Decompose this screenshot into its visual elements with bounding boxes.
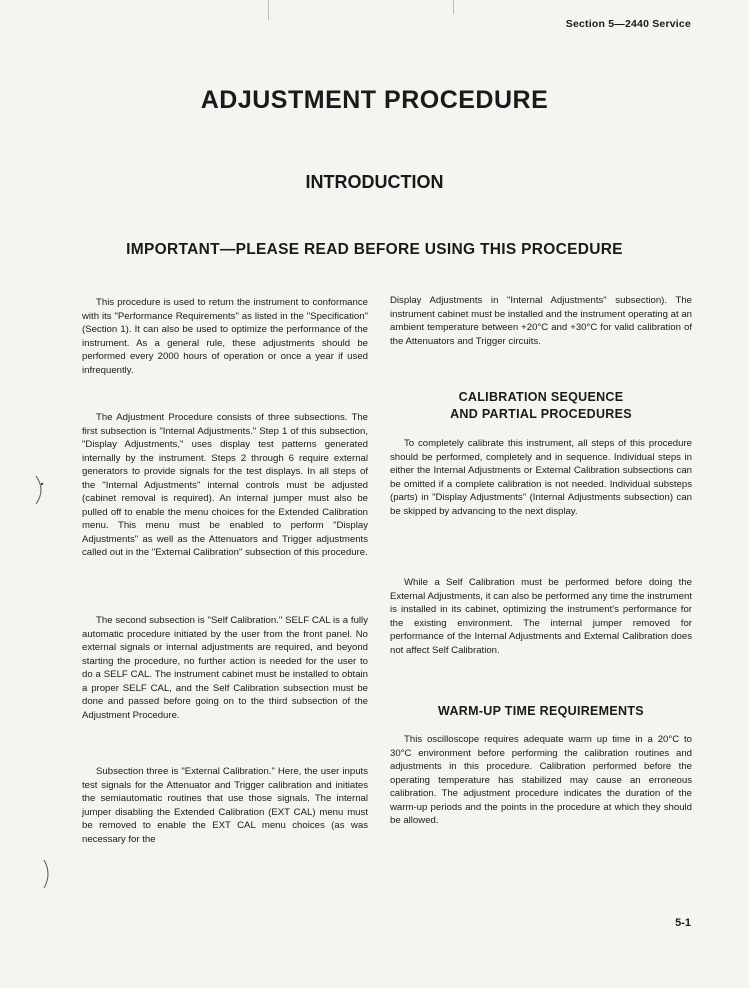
right-continuation-paragraph: Display Adjustments in "Internal Adjustments" subsection). The instrument cabinet must be installed and the instrument operating at an ambient temperature between +20°C and +30°C for valid calibration of the Attenuators and Trigger circuits. — [390, 295, 692, 347]
right-continuation-block — [390, 294, 692, 348]
left-paragraph-1: This procedure is used to return the instrument to conformance with its "Performance Requirements" as listed in the "Specification" (Section 1). It can also be used to optimize the performance of the instrument. As a general rule, these adjustments should be performed every 2000 hours of operation or once a year if used infrequently. — [82, 297, 368, 376]
left-paragraph-4-block — [82, 765, 368, 846]
warmup-heading: WARM-UP TIME REQUIREMENTS — [438, 704, 644, 718]
calibration-heading-line-2: AND PARTIAL PROCEDURES — [450, 407, 632, 421]
calibration-heading-line-1: CALIBRATION SEQUENCE — [458, 390, 624, 404]
left-paragraph-2: The Adjustment Procedure consists of three subsections. The first subsection is "Internal Adjustments." Step 1 of this subsection, "Display Adjustments," uses display test patterns generated internally by the instrument. Steps 2 through 6 require external generators to provide signals for the test displays. In all steps of the "Internal Adjustments" internal controls must be adjusted (cabinet removal is required). An internal jumper must also be pulled off to enable the menu choices for the Extended Calibration menu. This menu must be enabled to perform "Display Adjustments" as well as the Attenuators and Trigger adjustments called out in the "External Calibration" subsection of this procedure. — [82, 412, 368, 558]
calibration-paragraph-1: To completely calibrate this instrument, all steps of this procedure should be performed, completely and in sequence. Individual steps in either the Internal Adjustments or External Calibration subsections can be omitted if a complete calibration is not needed. Individual substeps (parts) in "Display Adjustments" (Internal Adjustments subsection) can be skipped by advancing to the next display. — [390, 438, 692, 517]
calibration-paragraph-2: While a Self Calibration must be performed before doing the External Adjustments, it can also be performed any time the instrument is installed in its cabinet, optimizing the instrument's performance for the existing environment. The internal jumper removed for performance of the Internal Adjustments and External Calibration does not affect Self Calibration. — [390, 577, 692, 656]
left-paragraph-4: Subsection three is "External Calibration." Here, the user inputs test signals for the Attenuator and Trigger calibration and initiates the semiautomatic routines that use those signals. The internal jumper disabling the Extended Calibration (EXT CAL) menu must be removed to enable the EXT CAL menu choices (as was necessary for the — [82, 766, 368, 845]
section-header: Section 5—2440 Service — [565, 18, 691, 30]
scan-artifact-line — [268, 0, 269, 20]
introduction-heading: INTRODUCTION — [305, 172, 444, 192]
punch-hole-mark-upper — [30, 472, 50, 508]
important-notice-heading: IMPORTANT—PLEASE READ BEFORE USING THIS PROCEDURE — [126, 241, 623, 258]
left-paragraph-1-block — [82, 296, 368, 377]
left-paragraph-3: The second subsection is "Self Calibration." SELF CAL is a fully automatic procedure initiated by the user from the front panel. No external signals or internal adjustments are required, and beyond starting the procedure, no further action is needed for the user to do a SELF CAL. The instrument cabinet must be installed to obtain a proper SELF CAL, and the Self Calibration subsection must be done and passed before going on to the third subsection of the Adjustment Procedure. — [82, 615, 368, 721]
warmup-paragraph: This oscilloscope requires adequate warm up time in a 20°C to 30°C environment before performing the calibration routines and adjustments in this procedure. Calibration performed before the operating temperature has stabilized may cause an erroneous calibration. The adjustment procedure indicates the duration of the warm-up periods and the points in the procedure at which they should be allowed. — [390, 734, 692, 826]
page-title: ADJUSTMENT PROCEDURE — [200, 86, 549, 114]
calibration-sequence-heading — [390, 389, 692, 423]
left-paragraph-3-block — [82, 614, 368, 722]
scan-artifact-line — [453, 0, 454, 14]
warmup-paragraph-block — [390, 733, 692, 828]
left-paragraph-2-block — [82, 411, 368, 560]
calibration-paragraph-1-block — [390, 437, 692, 518]
page-number: 5-1 — [675, 917, 691, 929]
punch-hole-mark-lower — [40, 856, 56, 892]
calibration-paragraph-2-block — [390, 576, 692, 657]
